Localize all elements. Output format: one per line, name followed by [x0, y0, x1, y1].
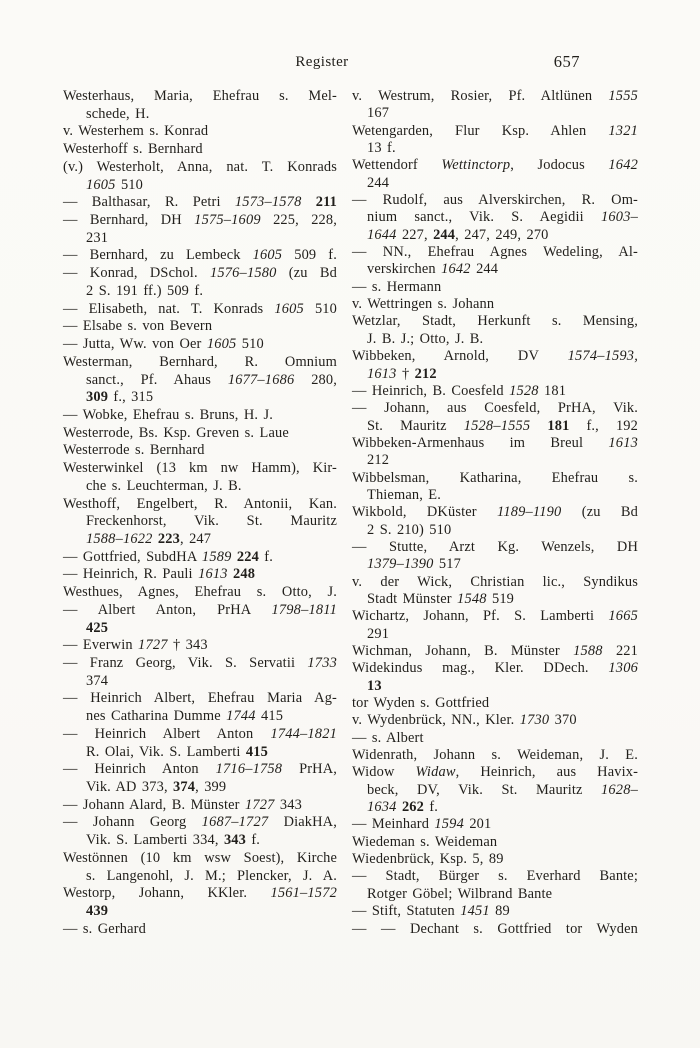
bold-page-ref: 223 — [157, 530, 180, 547]
index-line — [352, 626, 638, 643]
italic-text: 1528–1555 — [463, 417, 531, 434]
entry-text: † — [396, 365, 415, 382]
italic-text: 1321 — [608, 122, 638, 139]
entry-text: — Heinrich, R. Pauli — [63, 566, 199, 583]
entry-text: v. Wydenbrück, NN., Kler. — [352, 712, 520, 729]
entry-text: 181 — [538, 382, 567, 399]
index-line — [352, 678, 638, 695]
index-line — [63, 850, 337, 868]
entry-text: 244 — [470, 261, 499, 278]
italic-text: 1574–1593, — [567, 348, 638, 365]
italic-text: 1628– — [601, 781, 638, 798]
index-line — [63, 513, 337, 531]
index-line — [352, 261, 638, 278]
entry-text: — Everwin — [63, 637, 139, 654]
index-line — [63, 442, 337, 460]
italic-text: 1677–1686 — [227, 371, 295, 388]
index-line — [63, 389, 337, 407]
entry-text: che s. Leuchterman, J. B. — [86, 477, 242, 494]
index-line — [352, 591, 638, 608]
entry-text: Wibbelsman, Katharina, Ehefrau s. — [352, 469, 638, 486]
index-line — [63, 602, 337, 620]
italic-text: 1642 — [441, 261, 471, 278]
italic-text: 1594 — [434, 816, 464, 833]
index-line — [63, 247, 337, 265]
entry-text: 370 — [549, 712, 577, 729]
entry-text — [530, 418, 547, 434]
entry-text: Westhoff, Engelbert, R. Antonii, Kan. — [63, 495, 337, 512]
italic-text: 1665 — [608, 608, 638, 625]
index-line — [63, 106, 337, 124]
entry-text: — Johann Georg — [63, 814, 202, 831]
index-line — [63, 159, 337, 177]
entry-text: 510 — [303, 300, 337, 317]
index-line — [352, 695, 638, 712]
entry-text: verskirchen — [367, 261, 442, 278]
entry-text: PrHA, — [282, 761, 338, 778]
index-line — [63, 496, 337, 514]
entry-text: — Gottfried, SubdHA — [63, 548, 202, 565]
entry-text: 517 — [433, 556, 461, 573]
index-line — [352, 868, 638, 885]
italic-text: 1576–1580 — [209, 265, 277, 282]
index-line — [63, 868, 337, 886]
entry-text: Wettendorf — [352, 157, 442, 174]
italic-text: Wettinctorp — [441, 157, 511, 174]
index-line — [63, 194, 337, 212]
entry-text: 2 S. 191 ff.) 509 f. — [86, 282, 204, 299]
index-line — [63, 566, 337, 584]
entry-text: R. Olai, Vik. S. Lamberti — [86, 743, 246, 760]
italic-text: 1634 — [367, 799, 397, 816]
italic-text: 1613 — [367, 365, 397, 382]
entry-text: St. Mauritz — [367, 417, 464, 434]
entry-text: — Elisabeth, nat. T. Konrads — [63, 300, 275, 317]
entry-text: 221 — [602, 643, 638, 659]
index-line — [352, 921, 638, 938]
entry-text: Westerhoff s. Bernhard — [63, 141, 203, 158]
entry-text: Westorp, Johann, KKler. — [63, 885, 271, 902]
entry-text: Rotger Göbel; Wilbrand Bante — [367, 885, 553, 902]
entry-text: v. Westerhem s. Konrad — [63, 123, 209, 140]
bold-page-ref: 181 — [547, 417, 570, 434]
index-line — [352, 279, 638, 296]
index-line — [352, 660, 638, 677]
index-line — [352, 227, 638, 244]
index-line — [63, 655, 337, 673]
bold-page-ref: 211 — [315, 194, 337, 211]
bold-page-ref: 343 — [223, 832, 246, 849]
index-line — [63, 425, 337, 443]
index-line — [63, 637, 337, 655]
index-line — [352, 747, 638, 764]
entry-text: 510 — [236, 336, 264, 353]
index-line — [352, 539, 638, 556]
index-line — [63, 88, 337, 106]
italic-text: 1716–1758 — [215, 761, 283, 778]
index-line — [63, 177, 337, 195]
italic-text: 1605 — [274, 300, 304, 317]
bold-page-ref: 415 — [245, 743, 268, 760]
running-head-title: Register — [295, 54, 349, 70]
index-line — [63, 779, 337, 797]
entry-text: 374 — [86, 672, 109, 689]
entry-text: Wichman, Johann, B. Münster — [352, 643, 574, 659]
entry-text: — Albert Anton, PrHA — [63, 601, 272, 618]
bold-page-ref: 309 — [86, 389, 109, 406]
index-line — [63, 301, 337, 319]
entry-text: — — Dechant s. Gottfried tor Wyden — [352, 920, 638, 937]
entry-text: Vik. AD 373, — [86, 779, 174, 796]
entry-text: 510 — [115, 176, 143, 193]
italic-text: 1379–1390 — [367, 556, 434, 573]
italic-text: 1642 — [608, 157, 638, 174]
index-line — [352, 834, 638, 851]
entry-text: Widow — [352, 764, 416, 781]
entry-text: 13 f. — [367, 140, 396, 157]
index-line — [352, 192, 638, 209]
entry-text: 291 — [367, 625, 390, 642]
entry-text: — Rudolf, aus Alverskirchen, R. Om- — [352, 192, 638, 209]
bold-page-ref: 248 — [233, 566, 256, 583]
index-line — [352, 418, 638, 435]
index-line — [63, 673, 337, 691]
italic-text: 1561–1572 — [270, 885, 337, 902]
bold-page-ref: 425 — [86, 619, 109, 636]
index-line — [63, 283, 337, 301]
index-line — [63, 744, 337, 762]
bold-page-ref: 244 — [433, 226, 456, 243]
entry-text: 343 — [274, 796, 302, 813]
entry-text: 227, — [396, 226, 434, 243]
entry-text: , Heinrich, aus Havix- — [455, 764, 639, 781]
entry-text: , 247, 249, 270 — [455, 226, 549, 243]
entry-text: — s. Albert — [352, 729, 424, 746]
index-line — [352, 712, 638, 729]
entry-text: — s. Gerhard — [63, 920, 146, 937]
italic-text: 1306 — [608, 660, 638, 677]
index-line — [63, 832, 337, 850]
italic-text: 1744–1821 — [270, 725, 337, 742]
italic-text: 1733 — [307, 655, 337, 671]
entry-text: v. der Wick, Christian lic., Syndikus — [352, 573, 638, 590]
italic-text: 1189–1190 — [497, 504, 562, 521]
index-line — [63, 761, 337, 779]
index-line — [352, 157, 638, 174]
entry-text: Wiedenbrück, Ksp. 5, 89 — [352, 851, 504, 868]
entry-text: s. Langenohl, J. M.; Plencker, J. A. — [86, 867, 337, 884]
index-line — [352, 366, 638, 383]
index-line — [352, 348, 638, 365]
index-line — [352, 452, 638, 469]
entry-text: Westerman, Bernhard, R. Omnium — [63, 353, 337, 370]
entry-text: v. Westrum, Rosier, Pf. Altlünen — [352, 88, 609, 104]
index-line — [63, 141, 337, 159]
entry-text: Westerwinkel (13 km nw Hamm), Kir- — [63, 460, 337, 477]
entry-text: (zu Bd — [276, 265, 337, 282]
index-line — [352, 764, 638, 781]
index-line — [63, 460, 337, 478]
italic-text: 1555 — [608, 88, 638, 104]
italic-text: 1727 — [138, 637, 168, 654]
index-line — [352, 123, 638, 140]
entry-text: 167 — [367, 105, 390, 122]
italic-text: 1605 — [86, 176, 116, 193]
index-line — [63, 265, 337, 283]
index-line — [63, 123, 337, 141]
entry-text: Westerhaus, Maria, Ehefrau s. Mel- — [63, 88, 337, 104]
entry-text — [301, 194, 315, 210]
entry-text: — Jutta, Ww. von Oer — [63, 336, 207, 353]
index-line — [352, 816, 638, 833]
entry-text: Wibbeken-Armenhaus im Breul — [352, 434, 609, 451]
entry-text: — Elsabe s. von Bevern — [63, 318, 213, 335]
index-line — [352, 504, 638, 521]
entry-text: 519 — [486, 590, 515, 607]
index-line — [63, 708, 337, 726]
entry-text: — Bernhard, zu Lembeck — [63, 247, 253, 264]
index-line — [352, 313, 638, 330]
italic-text: 1613 — [608, 434, 638, 451]
entry-text: sanct., Pf. Ahaus — [86, 371, 228, 388]
entry-text: , 247 — [179, 530, 212, 547]
index-column-right — [352, 88, 638, 938]
entry-text: Wibbeken, Arnold, DV — [352, 348, 568, 365]
entry-text: Westönnen (10 km wsw Soest), Kirche — [63, 849, 337, 866]
entry-text: f. — [245, 832, 261, 849]
index-line — [63, 531, 337, 549]
index-line — [352, 556, 638, 573]
index-line — [63, 407, 337, 425]
index-line — [352, 782, 638, 799]
entry-text: — Heinrich Albert, Ehefrau Maria Ag- — [63, 690, 337, 707]
bold-page-ref: 374 — [173, 779, 196, 796]
entry-text: — Heinrich Albert Anton — [63, 725, 271, 742]
index-line — [63, 230, 337, 248]
index-line — [63, 726, 337, 744]
index-line — [352, 331, 638, 348]
index-line — [352, 175, 638, 192]
entry-text: — Heinrich Anton — [63, 761, 216, 778]
bold-page-ref: 212 — [414, 365, 437, 382]
italic-text: 1603– — [601, 209, 638, 226]
entry-text: — Franz Georg, Vik. S. Servatii — [63, 655, 308, 671]
index-line — [352, 487, 638, 504]
entry-text: Westhues, Agnes, Ehefrau s. Otto, J. — [63, 584, 337, 601]
index-line — [63, 478, 337, 496]
italic-text: 1548 — [457, 590, 487, 607]
index-line — [352, 400, 638, 417]
italic-text: 1575–1609 — [194, 212, 261, 229]
bold-page-ref: 224 — [236, 548, 259, 565]
italic-text: 1644 — [367, 226, 397, 243]
index-line — [352, 244, 638, 261]
entry-text: , Jodocus — [510, 157, 609, 174]
index-line — [63, 549, 337, 567]
index-line — [352, 851, 638, 868]
index-line — [352, 574, 638, 591]
index-line — [352, 903, 638, 920]
italic-text: 1605 — [206, 336, 237, 353]
italic-text: Widaw — [415, 764, 456, 781]
index-line — [63, 814, 337, 832]
index-line — [352, 886, 638, 903]
entry-text: — Stift, Statuten — [352, 903, 461, 920]
entry-text: f., 192 — [569, 417, 638, 434]
entry-text: — NN., Ehefrau Agnes Wedeling, Al- — [352, 244, 638, 261]
italic-text: 1588–1622 — [86, 530, 153, 547]
italic-text: 1727 — [244, 796, 275, 813]
entry-text: Westerrode s. Bernhard — [63, 442, 205, 459]
entry-text: 225, 228, — [260, 212, 337, 229]
entry-text: Wetzlar, Stadt, Herkunft s. Mensing, — [352, 313, 638, 330]
entry-text: Widenrath, Johann s. Weideman, J. E. — [352, 747, 638, 764]
index-line — [352, 730, 638, 747]
bold-page-ref: 262 — [401, 799, 424, 816]
index-line — [63, 212, 337, 230]
entry-text: — Konrad, DSchol. — [63, 265, 210, 282]
entry-text: Freckenhorst, Vik. St. Mauritz — [86, 513, 337, 530]
index-line — [63, 903, 337, 921]
entry-text: Stadt Münster — [367, 590, 458, 607]
entry-text: 280, — [294, 371, 337, 388]
bold-page-ref: 13 — [367, 677, 382, 694]
index-line — [352, 470, 638, 487]
index-line — [352, 140, 638, 157]
entry-text: — Johann, aus Coesfeld, PrHA, Vik. — [352, 400, 638, 417]
entry-text: Wetengarden, Flur Ksp. Ahlen — [352, 122, 609, 139]
entry-text: Westerrode, Bs. Ksp. Greven s. Laue — [63, 424, 289, 441]
entry-text: J. B. J.; Otto, J. B. — [367, 330, 484, 347]
entry-text: † 343 — [167, 637, 208, 654]
entry-text: nium sanct., Vik. S. Aegidii — [367, 209, 602, 226]
index-line — [352, 209, 638, 226]
entry-text: 244 — [367, 174, 390, 191]
italic-text: 1573–1578 — [234, 194, 302, 211]
entry-text: tor Wyden s. Gottfried — [352, 695, 490, 712]
index-line — [352, 522, 638, 539]
italic-text: 1605 — [252, 247, 283, 264]
entry-text: — Balthasar, R. Petri — [63, 194, 235, 211]
entry-text: — Meinhard — [352, 816, 435, 833]
entry-text: — s. Hermann — [352, 278, 442, 295]
index-line — [352, 799, 638, 816]
entry-text: f. — [424, 799, 439, 816]
index-line — [63, 318, 337, 336]
italic-text: 1589 — [201, 548, 232, 565]
entry-text: (zu Bd — [561, 504, 638, 521]
entry-text: (v.) Westerholt, Anna, nat. T. Konrads — [63, 158, 337, 175]
entry-text: schede, H. — [86, 105, 150, 122]
italic-text: 1588 — [573, 643, 603, 659]
index-line — [63, 336, 337, 354]
entry-text: Wikbold, DKüster — [352, 504, 498, 521]
entry-text: Widekindus mag., Kler. DDech. — [352, 660, 609, 677]
entry-text: 89 — [489, 903, 510, 920]
entry-text: — Bernhard, DH — [63, 212, 195, 229]
italic-text: 1613 — [198, 566, 228, 583]
index-line — [352, 88, 638, 105]
index-column-left — [63, 88, 337, 939]
bold-page-ref: 439 — [86, 903, 109, 920]
entry-text: — Johann Alard, B. Münster — [63, 796, 245, 813]
italic-text: 1744 — [226, 708, 256, 725]
entry-text: 231 — [86, 229, 109, 246]
entry-text: , 399 — [195, 779, 227, 796]
page-number: 657 — [553, 52, 580, 71]
entry-text: beck, DV, Vik. St. Mauritz — [367, 781, 602, 798]
index-line — [352, 383, 638, 400]
index-line — [352, 608, 638, 625]
entry-text: 509 f. — [282, 247, 337, 264]
italic-text: 1730 — [519, 712, 550, 729]
entry-text: — Stadt, Bürger s. Everhard Bante; — [352, 868, 638, 885]
index-line — [63, 584, 337, 602]
entry-text: Vik. S. Lamberti 334, — [86, 832, 224, 849]
entry-text: — Stutte, Arzt Kg. Wenzels, DH — [352, 538, 638, 555]
entry-text: — Wobke, Ehefrau s. Bruns, H. J. — [63, 406, 274, 423]
index-line — [63, 354, 337, 372]
index-line — [63, 921, 337, 939]
index-line — [63, 372, 337, 390]
entry-text: nes Catharina Dumme — [86, 708, 227, 725]
italic-text: 1687–1727 — [201, 814, 269, 831]
index-line — [63, 797, 337, 815]
index-line — [352, 435, 638, 452]
index-line — [63, 885, 337, 903]
entry-text: Wiedeman s. Weideman — [352, 833, 498, 850]
entry-text: 2 S. 210) 510 — [367, 521, 452, 538]
italic-text: 1451 — [460, 903, 490, 920]
entry-text: 201 — [463, 816, 492, 833]
index-line — [63, 620, 337, 638]
italic-text: 1798–1811 — [271, 601, 337, 618]
index-line — [352, 105, 638, 122]
entry-text: DiakHA, — [268, 814, 337, 831]
italic-text: 1528 — [509, 382, 539, 399]
index-line — [63, 690, 337, 708]
entry-text: Thieman, E. — [367, 486, 441, 503]
index-line — [352, 296, 638, 313]
entry-text: — Heinrich, B. Coesfeld — [352, 382, 510, 399]
entry-text: f., 315 — [108, 389, 154, 406]
entry-text: f. — [258, 548, 273, 565]
index-line — [352, 643, 638, 660]
entry-text: 415 — [255, 708, 284, 725]
entry-text: v. Wettringen s. Johann — [352, 296, 495, 313]
entry-text: Wichartz, Johann, Pf. S. Lamberti — [352, 608, 609, 625]
entry-text: 212 — [367, 452, 390, 469]
